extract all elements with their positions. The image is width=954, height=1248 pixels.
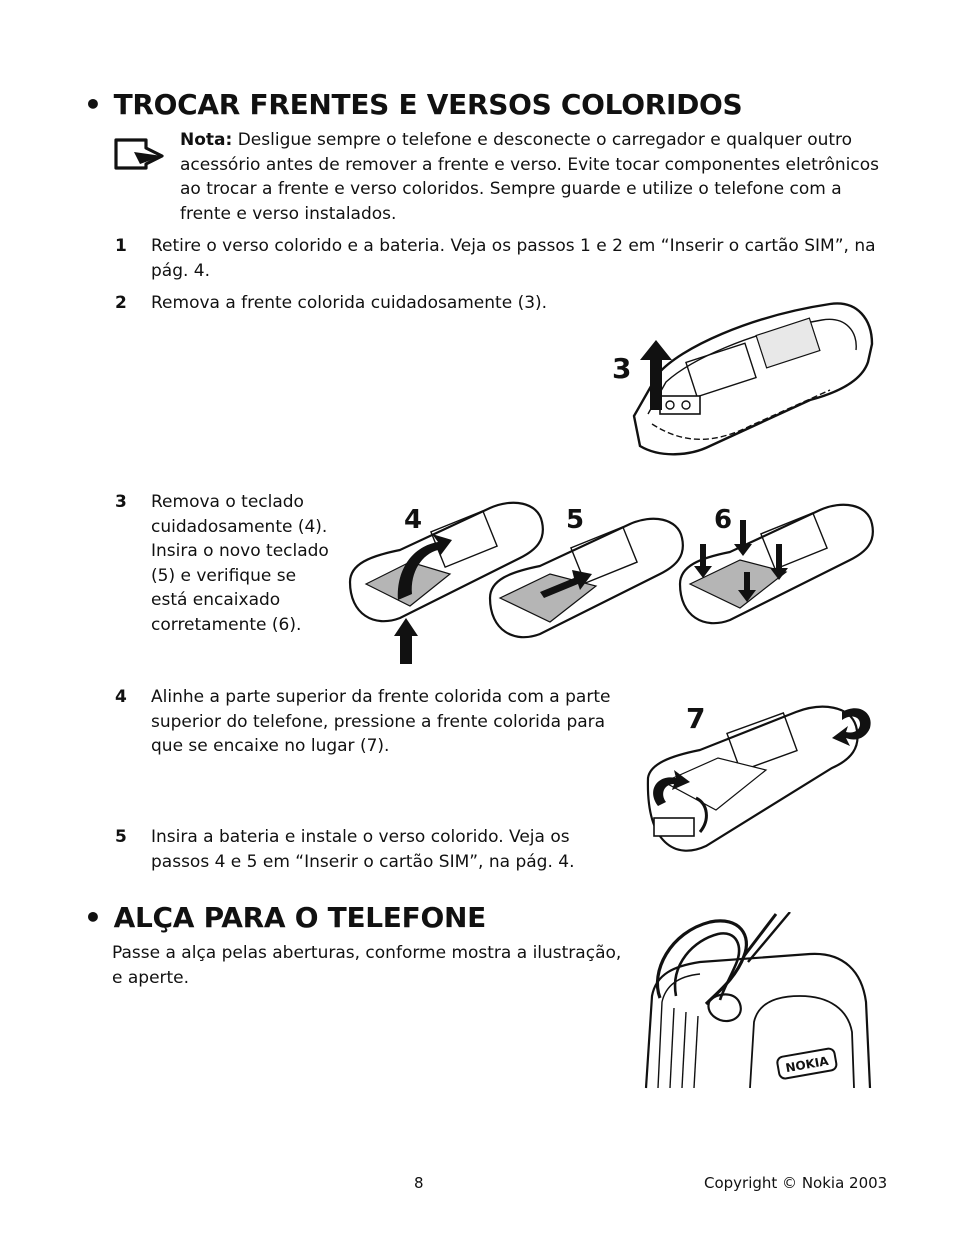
step-text: Remova o teclado cuidadosamente (4). Insira o novo teclado (5) e verifique se está encaixado corretamente (6). <box>151 492 329 635</box>
note-text: Desligue sempre o telefone e desconecte o carregador e qualquer outro acessório antes de remover a frente e verso. Evite tocar componentes eletrônicos ao trocar a frente e verso coloridos. Sempre guarde e utilize o telefone com a frente e verso instalados. <box>180 130 879 224</box>
figure-label: 7 <box>686 702 706 735</box>
figure-label: 5 <box>566 505 585 535</box>
figure-label: 6 <box>714 505 733 535</box>
step-text: Alinhe a parte superior da frente colorida com a parte superior do telefone, pressione a frente colorida para que se encaixe no lugar (7). <box>151 687 611 756</box>
heading-bullet: • <box>84 88 102 121</box>
step-number: 3 <box>115 492 127 512</box>
page-number: 8 <box>414 1174 424 1192</box>
heading-bullet: • <box>84 901 102 934</box>
figure-front-cover-attach <box>636 694 880 864</box>
logo-text: NOKIA <box>784 1053 830 1076</box>
step-number: 1 <box>115 236 127 256</box>
heading-text: TROCAR FRENTES E VERSOS COLORIDOS <box>113 88 743 121</box>
step-text: Retire o verso colorido e a bateria. Veja os passos 1 e 2 em “Inserir o cartão SIM”, na pág. 4. <box>151 236 876 281</box>
step-number: 5 <box>115 827 127 847</box>
figure-label: 3 <box>612 352 632 385</box>
copyright: Copyright © Nokia 2003 <box>704 1174 888 1192</box>
step-number: 2 <box>115 293 127 313</box>
step-text: Remova a frente colorida cuidadosamente (3). <box>151 293 548 313</box>
figure-front-cover-removal <box>600 296 880 466</box>
section-heading-strap <box>84 901 486 934</box>
figure-label: 4 <box>404 505 423 535</box>
strap-paragraph: Passe a alça pelas aberturas, conforme mostra a ilustração, e aperte. <box>112 943 622 988</box>
section-heading-covers <box>84 88 742 121</box>
figure-phone-strap <box>640 912 876 1098</box>
note-label: Nota: <box>180 130 233 150</box>
note-icon <box>112 134 166 172</box>
step-number: 4 <box>115 687 127 707</box>
figure-keypad-replacement <box>340 494 880 668</box>
note-paragraph <box>180 128 890 226</box>
heading-text: ALÇA PARA O TELEFONE <box>113 901 486 934</box>
step-text: Insira a bateria e instale o verso colorido. Veja os passos 4 e 5 em “Inserir o cartão SIM”, na pág. 4. <box>151 827 575 872</box>
